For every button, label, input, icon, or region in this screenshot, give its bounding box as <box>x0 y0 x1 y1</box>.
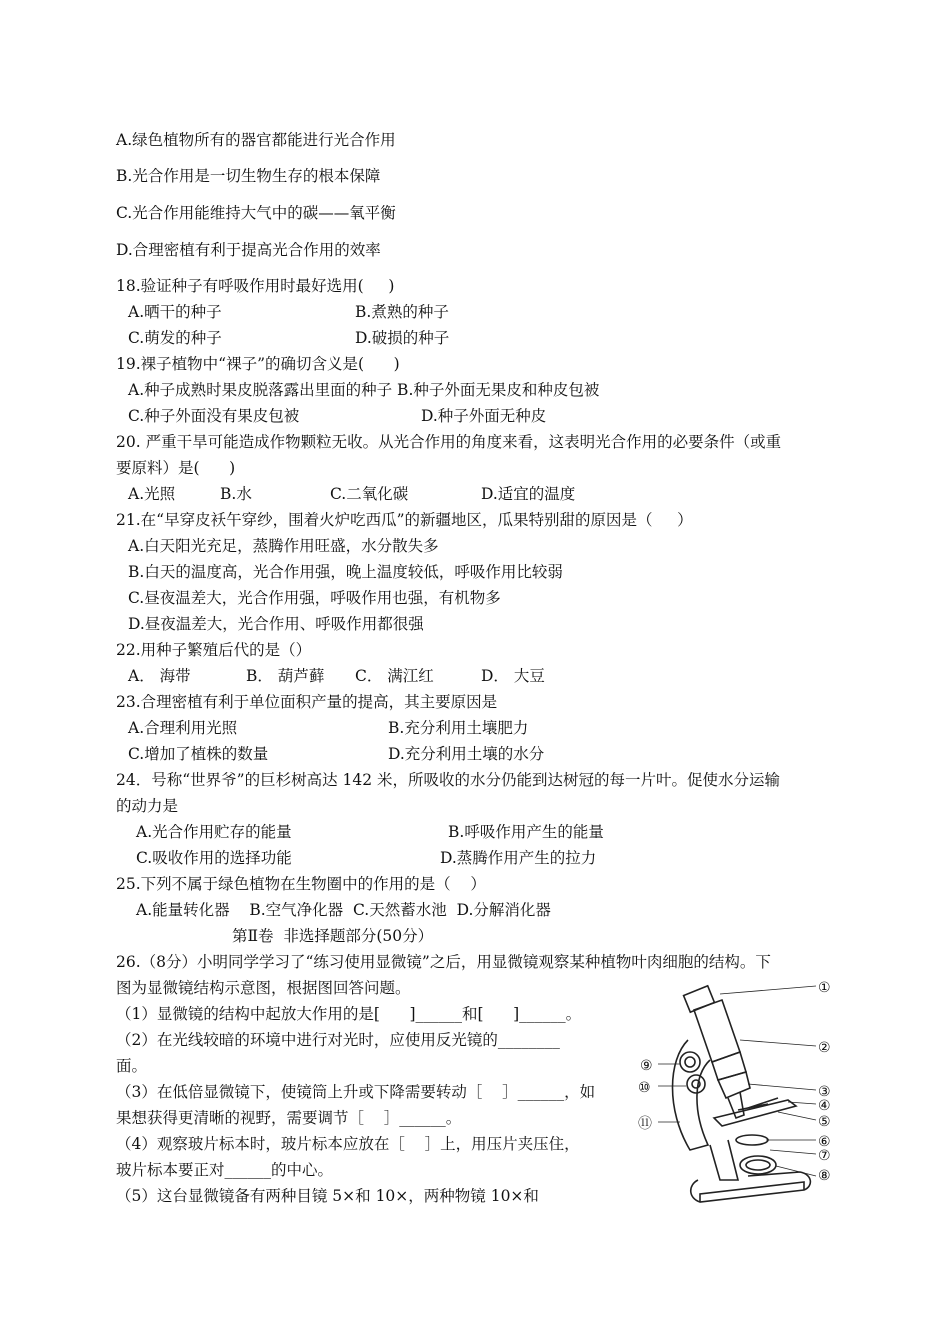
label-4: ④ <box>818 1098 831 1114</box>
q21-option-d: D.昼夜温差大，光合作用、呼吸作用都很强 <box>128 615 424 633</box>
question-21: 21.在“早穿皮袄午穿纱，围着火炉吃西瓜”的新疆地区，瓜果特别甜的原因是（ ） <box>116 511 693 529</box>
q26-sub4-line2: 玻片标本要正对______的中心。 <box>116 1161 334 1179</box>
q24-option-b: B.呼吸作用产生的能量 <box>448 823 604 841</box>
q21-option-a: A.白天阳光充足，蒸腾作用旺盛，水分散失多 <box>128 537 439 555</box>
question-25: 25.下列不属于绿色植物在生物圈中的作用的是（ ） <box>116 875 486 893</box>
label-6: ⑥ <box>818 1134 831 1150</box>
label-10: ⑩ <box>638 1080 651 1096</box>
q19-option-d: D.种子外面无种皮 <box>421 407 547 425</box>
q23-option-a: A.合理利用光照 <box>128 719 238 737</box>
question-18: 18.验证种子有呼吸作用时最好选用( ) <box>116 277 395 295</box>
q26-sub3-line2: 果想获得更清晰的视野，需要调节［ ］______。 <box>116 1109 462 1127</box>
q19-option-c: C.种子外面没有果皮包被 <box>128 407 300 425</box>
q24-option-c: C.吸收作用的选择功能 <box>136 849 292 867</box>
question-23: 23.合理密植有利于单位面积产量的提高，其主要原因是 <box>116 693 498 711</box>
q23-option-b: B.充分利用土壤肥力 <box>388 719 529 737</box>
option-c: C.光合作用能维持大气中的碳——氧平衡 <box>116 204 396 222</box>
label-1: ① <box>818 980 831 996</box>
question-22: 22.用种子繁殖后代的是（） <box>116 641 312 659</box>
q24-option-a: A.光合作用贮存的能量 <box>136 823 292 841</box>
q26-sub4-line1: （4）观察玻片标本时，玻片标本应放在［ ］上，用压片夹压住， <box>116 1135 580 1153</box>
label-3: ③ <box>818 1084 831 1100</box>
label-5: ⑤ <box>818 1114 831 1130</box>
q21-option-c: C.昼夜温差大，光合作用强，呼吸作用也强，有机物多 <box>128 589 501 607</box>
q18-option-a: A.晒干的种子 <box>128 303 222 321</box>
option-a: A.绿色植物所有的器官都能进行光合作用 <box>116 131 396 149</box>
q20-option-c: C.二氧化碳 <box>330 485 409 503</box>
microscope-diagram <box>628 980 848 1210</box>
q22-option-a: A． 海带 <box>128 667 191 685</box>
q23-option-c: C.增加了植株的数量 <box>128 745 269 763</box>
q26-sub3-line1: （3）在低倍显微镜下，使镜筒上升或下降需要转动［ ］______，如 <box>116 1083 596 1101</box>
q26-sub5: （5）这台显微镜备有两种目镜 5×和 10×，两种物镜 10×和 <box>116 1187 539 1205</box>
q18-option-c: C.萌发的种子 <box>128 329 222 347</box>
q20-option-d: D.适宜的温度 <box>481 485 576 503</box>
q20-option-b: B.水 <box>220 485 252 503</box>
question-24-line1: 24．号称“世界爷”的巨杉树高达 142 米，所吸收的水分仍能到达树冠的每一片叶。促使水分运输 <box>116 771 781 789</box>
label-2: ② <box>818 1040 831 1056</box>
question-20-line2: 要原料）是( ) <box>116 459 236 477</box>
question-20-line1: 20. 严重干旱可能造成作物颗粒无收。从光合作用的角度来看，这表明光合作用的必要条件（或重 <box>116 433 782 451</box>
q20-option-a: A.光照 <box>128 485 176 503</box>
question-24-line2: 的动力是 <box>116 797 179 815</box>
q21-option-b: B.白天的温度高，光合作用强，晚上温度较低，呼吸作用比较弱 <box>128 563 563 581</box>
question-19: 19.裸子植物中“裸子”的确切含义是( ) <box>116 355 400 373</box>
label-9: ⑨ <box>640 1058 653 1074</box>
q19-option-ab: A.种子成熟时果皮脱落露出里面的种子 B.种子外面无果皮和种皮包被 <box>128 381 600 399</box>
q26-sub1: （1）显微镜的结构中起放大作用的是[ ]______和[ ]______。 <box>116 1005 582 1023</box>
q23-option-d: D.充分利用土壤的水分 <box>388 745 545 763</box>
q26-sub2-line2: 面。 <box>116 1057 148 1075</box>
option-d: D.合理密植有利于提高光合作用的效率 <box>116 241 381 259</box>
question-26-line2: 图为显微镜结构示意图，根据图回答问题。 <box>116 979 411 997</box>
q22-option-c: C． 满江红 <box>355 667 434 685</box>
label-8: ⑧ <box>818 1168 831 1184</box>
label-7: ⑦ <box>818 1148 831 1164</box>
q22-option-b: B． 葫芦藓 <box>246 667 325 685</box>
q26-sub2-line1: （2）在光线较暗的环境中进行对光时，应使用反光镜的________ <box>116 1031 560 1049</box>
section-heading: 第Ⅱ卷 非选择题部分(50分） <box>232 927 434 945</box>
option-b: B.光合作用是一切生物生存的根本保障 <box>116 167 381 185</box>
q18-option-d: D.破损的种子 <box>355 329 450 347</box>
q22-option-d: D． 大豆 <box>481 667 545 685</box>
q25-options: A.能量转化器 B.空气净化器 C.天然蓄水池 D.分解消化器 <box>136 901 551 919</box>
label-11: ⑪ <box>638 1116 652 1132</box>
q18-option-b: B.煮熟的种子 <box>355 303 449 321</box>
q24-option-d: D.蒸腾作用产生的拉力 <box>440 849 597 867</box>
question-26-line1: 26.（8分）小明同学学习了“练习使用显微镜”之后，用显微镜观察某种植物叶肉细胞的结构。下 <box>116 953 771 971</box>
